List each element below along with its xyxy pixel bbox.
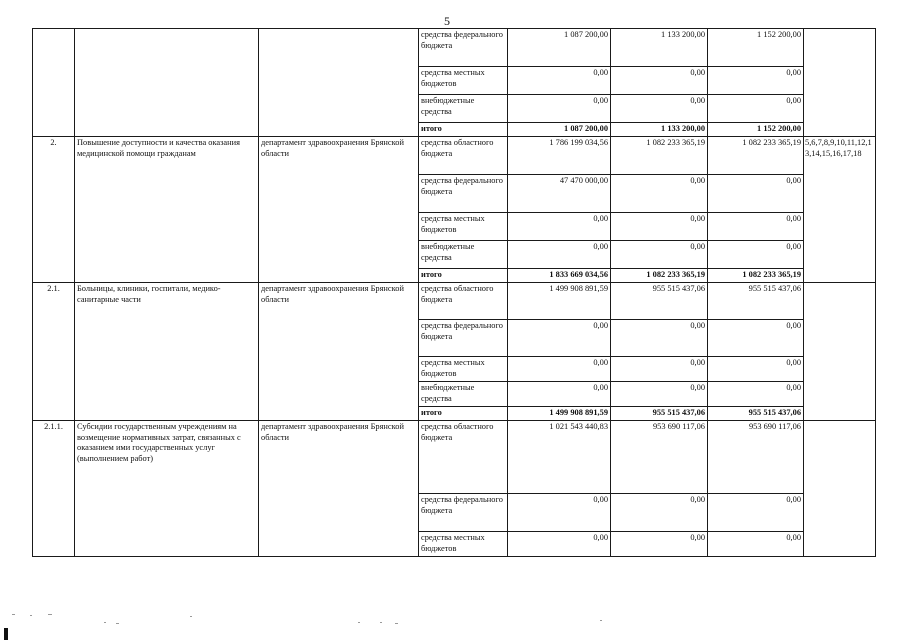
value-2014-cell: 1 833 669 034,56	[508, 269, 611, 283]
indicator-refs-cell	[804, 29, 876, 137]
funding-source-cell: средства местных бюджетов	[419, 213, 508, 241]
value-2015-cell: 953 690 117,06	[611, 421, 708, 494]
value-2014-cell: 0,00	[508, 382, 611, 407]
value-2016-cell: 0,00	[708, 320, 804, 357]
value-2014-cell: 1 499 908 891,59	[508, 407, 611, 421]
table-row	[33, 137, 876, 175]
funding-source-cell: средства местных бюджетов	[419, 67, 508, 95]
value-2016-cell: 1 082 233 365,19	[708, 137, 804, 175]
value-2016-cell: 1 152 200,00	[708, 29, 804, 67]
item-name-cell: Субсидии государственным учреждениям на возмещение нормативных затрат, связанных с оказанием ими государственных услуг (выполнением работ)	[75, 421, 259, 557]
value-2015-cell: 0,00	[611, 241, 708, 269]
value-2014-cell: 47 470 000,00	[508, 175, 611, 213]
value-2016-cell: 0,00	[708, 213, 804, 241]
table-row	[33, 29, 876, 67]
funding-source-cell: средства федерального бюджета	[419, 175, 508, 213]
funding-source-cell: средства федерального бюджета	[419, 320, 508, 357]
funding-source-cell: средства областного бюджета	[419, 421, 508, 494]
value-2015-cell: 0,00	[611, 382, 708, 407]
page-number: 5	[444, 14, 450, 28]
value-2016-cell: 955 515 437,06	[708, 407, 804, 421]
value-2015-cell: 1 082 233 365,19	[611, 137, 708, 175]
value-2014-cell: 0,00	[508, 213, 611, 241]
value-2016-cell: 953 690 117,06	[708, 421, 804, 494]
funding-source-cell: средства местных бюджетов	[419, 357, 508, 382]
value-2015-cell: 955 515 437,06	[611, 283, 708, 320]
value-2014-cell: 0,00	[508, 67, 611, 95]
funding-source-cell: итого	[419, 123, 508, 137]
department-cell: департамент здравоохранения Брянской области	[259, 137, 419, 283]
value-2014-cell: 0,00	[508, 494, 611, 532]
item-number-cell: 2.	[33, 137, 75, 283]
item-name-cell: Повышение доступности и качества оказания медицинской помощи гражданам	[75, 137, 259, 283]
department-cell	[259, 29, 419, 137]
value-2015-cell: 0,00	[611, 175, 708, 213]
value-2015-cell: 0,00	[611, 532, 708, 557]
table-row	[33, 283, 876, 320]
value-2015-cell: 0,00	[611, 213, 708, 241]
funding-source-cell: средства областного бюджета	[419, 283, 508, 320]
funding-source-cell: итого	[419, 407, 508, 421]
value-2016-cell: 1 082 233 365,19	[708, 269, 804, 283]
value-2014-cell: 1 087 200,00	[508, 123, 611, 137]
item-number-cell: 2.1.	[33, 283, 75, 421]
indicator-refs-cell	[804, 283, 876, 421]
item-name-cell: Больницы, клиники, госпитали, медико-санитарные части	[75, 283, 259, 421]
value-2015-cell: 0,00	[611, 357, 708, 382]
value-2014-cell: 0,00	[508, 320, 611, 357]
value-2016-cell: 955 515 437,06	[708, 283, 804, 320]
value-2014-cell: 0,00	[508, 241, 611, 269]
value-2014-cell: 0,00	[508, 95, 611, 123]
value-2016-cell: 0,00	[708, 532, 804, 557]
item-name-cell	[75, 29, 259, 137]
department-cell: департамент здравоохранения Брянской области	[259, 421, 419, 557]
funding-source-cell: внебюджетные средства	[419, 95, 508, 123]
value-2015-cell: 0,00	[611, 320, 708, 357]
value-2016-cell: 0,00	[708, 175, 804, 213]
indicator-refs-cell	[804, 421, 876, 557]
department-cell: департамент здравоохранения Брянской области	[259, 283, 419, 421]
value-2015-cell: 955 515 437,06	[611, 407, 708, 421]
value-2016-cell: 0,00	[708, 494, 804, 532]
value-2015-cell: 0,00	[611, 494, 708, 532]
value-2016-cell: 0,00	[708, 357, 804, 382]
budget-table	[32, 28, 876, 557]
funding-source-cell: средства федерального бюджета	[419, 29, 508, 67]
value-2015-cell: 0,00	[611, 67, 708, 95]
scan-noise	[0, 596, 905, 640]
value-2014-cell: 0,00	[508, 357, 611, 382]
funding-source-cell: средства областного бюджета	[419, 137, 508, 175]
value-2014-cell: 1 499 908 891,59	[508, 283, 611, 320]
value-2016-cell: 0,00	[708, 67, 804, 95]
funding-source-cell: средства местных бюджетов	[419, 532, 508, 557]
value-2015-cell: 0,00	[611, 95, 708, 123]
value-2016-cell: 0,00	[708, 241, 804, 269]
value-2016-cell: 1 152 200,00	[708, 123, 804, 137]
funding-source-cell: средства федерального бюджета	[419, 494, 508, 532]
indicator-refs-cell: 5,6,7,8,9,10,11,12,13,14,15,16,17,18	[804, 137, 876, 283]
item-number-cell	[33, 29, 75, 137]
scan-edge-mark	[4, 628, 8, 640]
value-2016-cell: 0,00	[708, 95, 804, 123]
value-2016-cell: 0,00	[708, 382, 804, 407]
funding-source-cell: внебюджетные средства	[419, 382, 508, 407]
value-2014-cell: 0,00	[508, 532, 611, 557]
table-row	[33, 421, 876, 494]
value-2015-cell: 1 133 200,00	[611, 123, 708, 137]
funding-source-cell: итого	[419, 269, 508, 283]
value-2014-cell: 1 087 200,00	[508, 29, 611, 67]
value-2014-cell: 1 786 199 034,56	[508, 137, 611, 175]
item-number-cell: 2.1.1.	[33, 421, 75, 557]
value-2015-cell: 1 082 233 365,19	[611, 269, 708, 283]
value-2014-cell: 1 021 543 440,83	[508, 421, 611, 494]
value-2015-cell: 1 133 200,00	[611, 29, 708, 67]
funding-source-cell: внебюджетные средства	[419, 241, 508, 269]
